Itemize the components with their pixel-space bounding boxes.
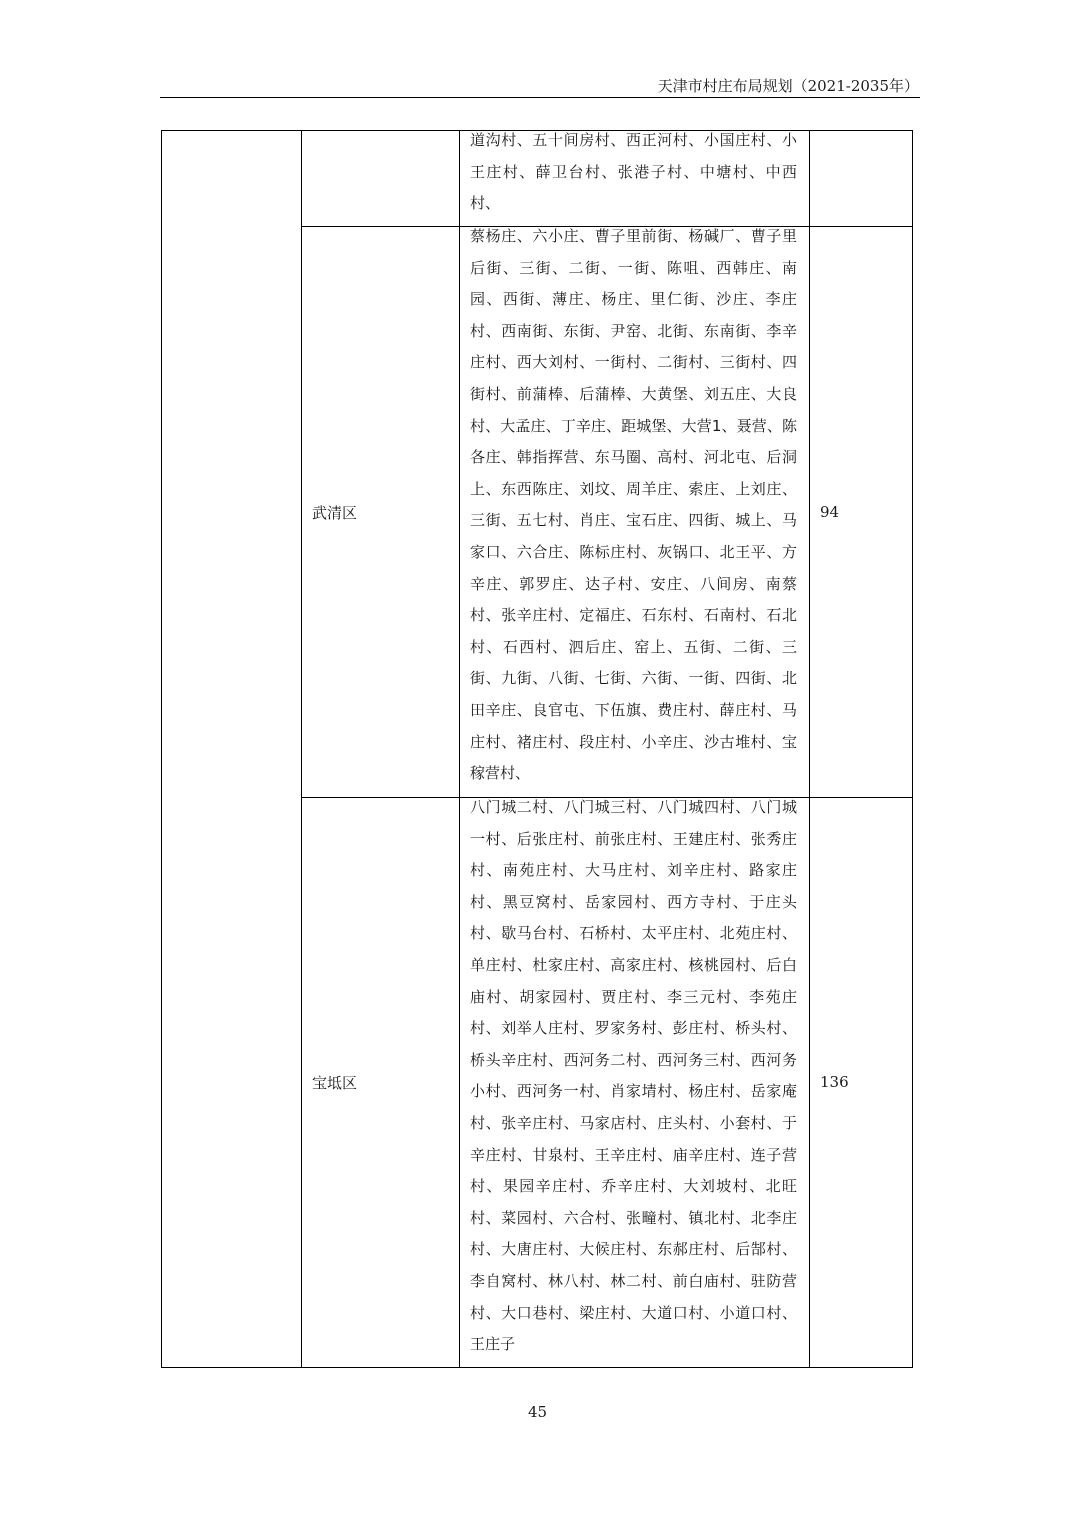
page-number: 45: [527, 1403, 548, 1421]
count-cell: 94: [810, 227, 913, 798]
count-cell: 136: [810, 798, 913, 1368]
count-cell: [810, 131, 913, 227]
district-cell: 宝坻区: [302, 798, 460, 1368]
village-table: [161, 130, 913, 1368]
header-rule: [160, 97, 920, 98]
document-header-title: 天津市村庄布局规划（2021-2035年）: [657, 77, 919, 95]
table-row: [162, 131, 913, 227]
category-cell: [162, 131, 302, 1368]
village-list-cell: [460, 131, 810, 227]
village-list-text: 蔡杨庄、六小庄、曹子里前街、杨碱厂、曹子里后街、三街、二街、一街、陈咀、西韩庄、南园、西街、薄庄、杨庄、里仁街、沙庄、李庄村、西南街、东街、尹窑、北街、东南街、李辛庄村、西大刘村、一街村、二街村、三街村、四街村、前蒲棒、后蒲棒、大黄堡、刘五庄、大良村、大孟庄、丁辛庄、距城堡、大营1、聂营、陈各庄、韩指挥营、东马圈、高村、河北屯、后洞上、东西陈庄、刘坟、周羊庄、索庄、上刘庄、三街、五七村、肖庄、宝石庄、四街、城上、马家口、六合庄、陈标庄村、灰锅口、北王平、方辛庄、郭罗庄、达子村、安庄、八间房、南蔡村、张辛庄村、定福庄、石东村、石南村、石北村、石西村、泗后庄、窑上、五街、二街、三街、九街、八街、七街、六街、一街、四街、北田辛庄、良官屯、下伍旗、费庄村、薛庄村、马庄村、褚庄村、段庄村、小辛庄、沙古堆村、宝稼营村、: [470, 227, 797, 783]
village-list-text: 道沟村、五十间房村、西正河村、小国庄村、小王庄村、薛卫台村、张港子村、中塘村、中西村、: [470, 131, 797, 213]
village-list-cell: [460, 227, 810, 798]
district-cell: [302, 131, 460, 227]
district-cell: 武清区: [302, 227, 460, 798]
village-list-text: 八门城二村、八门城三村、八门城四村、八门城一村、后张庄村、前张庄村、王建庄村、张秀庄村、南苑庄村、大马庄村、刘辛庄村、路家庄村、黑豆窝村、岳家园村、西方寺村、于庄头村、歇马台村、石桥村、太平庄村、北苑庄村、单庄村、杜家庄村、高家庄村、核桃园村、后白庙村、胡家园村、贾庄村、李三元村、李苑庄村、刘举人庄村、罗家务村、彭庄村、桥头村、桥头辛庄村、西河务二村、西河务三村、西河务小村、西河务一村、肖家埥村、杨庄村、岳家庵村、张辛庄村、马家店村、庄头村、小套村、于辛庄村、甘泉村、王辛庄村、庙辛庄村、连子营村、果园辛庄村、乔辛庄村、大刘坡村、北旺村、菜园村、六合村、张疃村、镇北村、北李庄村、大唐庄村、大候庄村、东郝庄村、后郜村、李自窝村、林八村、林二村、前白庙村、驻防营村、大口巷村、梁庄村、大道口村、小道口村、王庄子: [470, 798, 797, 1354]
village-list-cell: [460, 798, 810, 1368]
